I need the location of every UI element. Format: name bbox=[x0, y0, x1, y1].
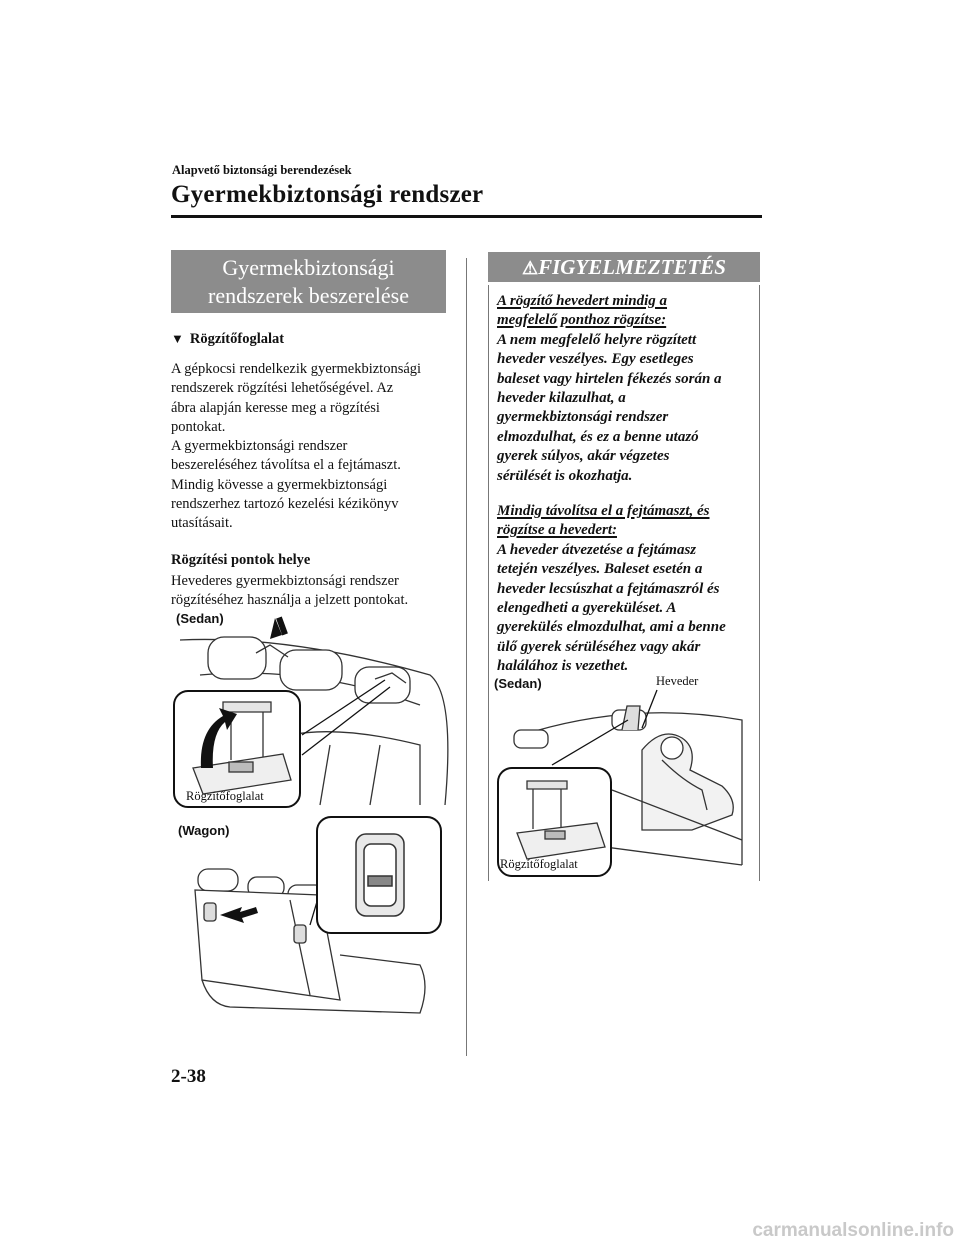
text-line: Hevederes gyermekbiztonsági rendszer bbox=[171, 573, 399, 589]
text-line: rendszerhez tartozó kezelési kézikönyv bbox=[171, 496, 399, 513]
subheading-text: Rögzítőfoglalat bbox=[189, 331, 285, 347]
watermark-url: carmanualsonline.info bbox=[752, 1220, 954, 1241]
warning-line: sérülését is okozhatja. bbox=[497, 467, 633, 484]
warning-heading-line: A rögzítő hevedert mindig a bbox=[497, 293, 668, 309]
anchor-locations-heading: Rögzítési pontok helye bbox=[171, 552, 311, 568]
warning-right-border bbox=[759, 285, 760, 881]
warning-line: A nem megfelelő helyre rögzített bbox=[497, 331, 697, 348]
warning-line: heveder kilazulhat, a bbox=[497, 390, 626, 407]
warning-line: heveder lecsúszhat a fejtámaszról és bbox=[497, 580, 720, 597]
warning-heading-line: megfelelő ponthoz rögzítse: bbox=[497, 312, 667, 329]
text-line: Mindig kövesse a gyermekbiztonsági bbox=[171, 476, 388, 493]
warning-line: gyerekülés elmozdulhat, ami a benne bbox=[497, 619, 726, 636]
page-number: 2-38 bbox=[171, 1066, 206, 1087]
warning-line: gyermekbiztonsági rendszer bbox=[497, 409, 669, 426]
banner-line-2: rendszerek beszerelése bbox=[208, 283, 409, 308]
text-line: ábra alapján keresse meg a rögzítési bbox=[171, 399, 380, 416]
chapter-title: Gyermekbiztonsági rendszer bbox=[171, 181, 484, 208]
text-line: beszereléséhez távolítsa el a fejtámaszt. bbox=[171, 457, 401, 474]
warning-line: tetején veszélyes. Baleset esetén a bbox=[497, 561, 703, 578]
warning-left-border bbox=[488, 285, 489, 881]
warning-heading-line: rögzítse a hevedert: bbox=[497, 522, 617, 539]
section-label: Alapvető biztonsági berendezések bbox=[172, 163, 352, 177]
text-line: rendszerek rögzítési lehetőségével. Az bbox=[171, 380, 394, 397]
warning-line: halálához is vezethet. bbox=[497, 658, 629, 675]
anchor-paragraph bbox=[171, 572, 461, 611]
warning-block-2 bbox=[497, 502, 757, 677]
warning-banner bbox=[488, 252, 760, 282]
figure-right-sedan-label: (Sedan) bbox=[494, 676, 542, 691]
warning-line: baleset vagy hirtelen fékezés során a bbox=[497, 370, 722, 387]
warning-triangle-icon: ⚠ bbox=[521, 258, 539, 278]
intro-paragraph bbox=[171, 360, 461, 534]
figure-wagon-label: (Wagon) bbox=[178, 823, 230, 838]
column-divider bbox=[466, 258, 467, 1056]
warning-line: elmozdulhat, és ez a benne utazó bbox=[497, 428, 699, 445]
warning-line: gyerek súlyos, akár végzetes bbox=[497, 448, 670, 465]
section-banner bbox=[171, 250, 446, 313]
header-rule bbox=[171, 215, 762, 218]
figure-sedan-caption: Rögzítőfoglalat bbox=[186, 789, 264, 803]
text-line: A gépkocsi rendelkezik gyermekbiztonsági bbox=[171, 361, 422, 377]
text-line: utasításait. bbox=[171, 515, 233, 532]
figure-sedan-label: (Sedan) bbox=[176, 611, 224, 626]
figure-anchor-caption: Rögzítőfoglalat bbox=[500, 857, 578, 871]
warning-line: ülő gyerek sérüléséhez vagy akár bbox=[497, 638, 701, 655]
wagon-anchor-detail bbox=[316, 816, 442, 934]
warning-block-1 bbox=[497, 292, 757, 486]
warning-line: A heveder átvezetése a fejtámasz bbox=[497, 541, 697, 558]
figure-strap-caption: Heveder bbox=[656, 674, 699, 688]
triangle-down-icon: ▼ bbox=[171, 331, 184, 346]
warning-heading-line: Mindig távolítsa el a fejtámaszt, és bbox=[497, 503, 710, 519]
banner-line-1: Gyermekbiztonsági bbox=[222, 255, 395, 280]
warning-line: elengedheti a gyereküléset. A bbox=[497, 600, 677, 617]
subheading bbox=[171, 331, 284, 348]
warning-title: FIGYELMEZTETÉS bbox=[538, 255, 726, 279]
warning-line: heveder veszélyes. Egy esetleges bbox=[497, 351, 694, 368]
text-line: rögzítéséhez használja a jelzett pontokat. bbox=[171, 592, 409, 609]
text-line: A gyermekbiztonsági rendszer bbox=[171, 438, 348, 455]
text-line: pontokat. bbox=[171, 418, 226, 435]
